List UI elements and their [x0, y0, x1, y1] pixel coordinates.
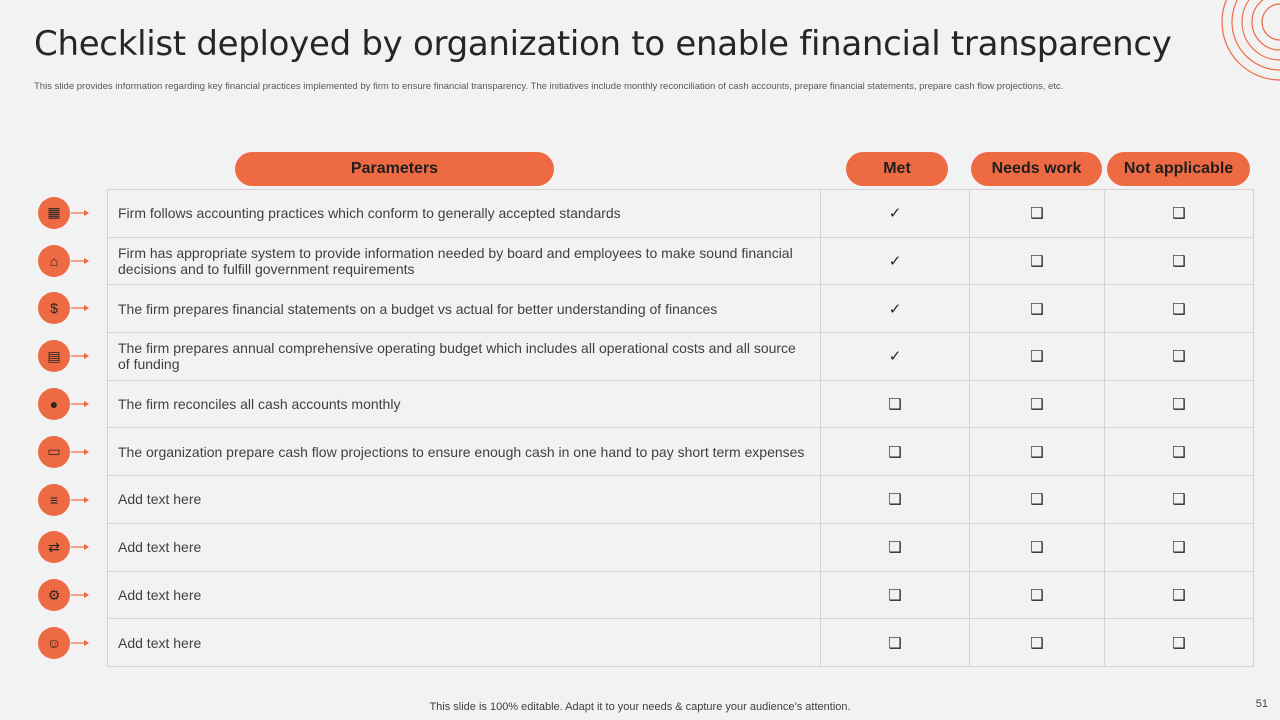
- met-cell[interactable]: ✓: [821, 285, 970, 333]
- needs-work-cell[interactable]: ❑: [970, 619, 1105, 667]
- needs-work-cell[interactable]: ❑: [970, 476, 1105, 524]
- parameter-text: Firm has appropriate system to provide information needed by board and employees to make sound financial decisions and to fulfill government requirements: [108, 237, 821, 285]
- arrow-right-icon: [71, 304, 89, 312]
- not-applicable-cell[interactable]: ❑: [1105, 237, 1254, 285]
- not-applicable-cell[interactable]: ❑: [1105, 428, 1254, 476]
- needs-work-cell[interactable]: ❑: [970, 333, 1105, 381]
- met-cell[interactable]: ❑: [821, 523, 970, 571]
- table-row: [108, 571, 1254, 619]
- not-applicable-cell[interactable]: ❑: [1105, 285, 1254, 333]
- needs-work-cell[interactable]: ❑: [970, 523, 1105, 571]
- table-row: [108, 476, 1254, 524]
- needs-work-cell[interactable]: ❑: [970, 380, 1105, 428]
- slide-title: Checklist deployed by organization to enable financial transparency: [34, 24, 1172, 64]
- parameters-header: Parameters: [235, 152, 554, 186]
- table-row: [108, 523, 1254, 571]
- needs-work-cell[interactable]: ❑: [970, 571, 1105, 619]
- not-applicable-cell[interactable]: ❑: [1105, 476, 1254, 524]
- parameter-text: Add text here: [108, 571, 821, 619]
- row-icon: [38, 476, 98, 524]
- not-applicable-cell[interactable]: ❑: [1105, 523, 1254, 571]
- cash-icon: ▭: [38, 436, 70, 468]
- parameter-text: The firm reconciles all cash accounts monthly: [108, 380, 821, 428]
- budget-report-icon: ▤: [38, 340, 70, 372]
- row-icon: [38, 428, 98, 476]
- parameter-text: The firm prepares annual comprehensive operating budget which includes all operational costs and all source of funding: [108, 333, 821, 381]
- parameter-text: The organization prepare cash flow projections to ensure enough cash in one hand to pay short term expenses: [108, 428, 821, 476]
- coins-hand-icon: ●: [38, 388, 70, 420]
- arrow-right-icon: [71, 400, 89, 408]
- table-row: [108, 428, 1254, 476]
- parameter-text: The firm prepares financial statements on a budget vs actual for better understanding of finances: [108, 285, 821, 333]
- met-cell[interactable]: ❑: [821, 619, 970, 667]
- money-exchange-icon: ⇄: [38, 531, 70, 563]
- footer-note: This slide is 100% editable. Adapt it to your needs & capture your audience’s attention.: [429, 701, 851, 713]
- arrow-right-icon: [71, 257, 89, 265]
- needs-work-cell[interactable]: ❑: [970, 190, 1105, 238]
- needs-work-cell[interactable]: ❑: [970, 428, 1105, 476]
- concentric-circles-decoration: [1208, 0, 1280, 82]
- arrow-right-icon: [71, 591, 89, 599]
- table-row: [108, 380, 1254, 428]
- not-applicable-cell[interactable]: ❑: [1105, 380, 1254, 428]
- not-applicable-cell[interactable]: ❑: [1105, 619, 1254, 667]
- met-cell[interactable]: ✓: [821, 190, 970, 238]
- met-cell[interactable]: ❑: [821, 380, 970, 428]
- row-icons-column: [38, 189, 98, 667]
- needs-work-cell[interactable]: ❑: [970, 237, 1105, 285]
- team-icon: ☺: [38, 627, 70, 659]
- row-icon: [38, 380, 98, 428]
- arrow-right-icon: [71, 639, 89, 647]
- met-cell[interactable]: ✓: [821, 237, 970, 285]
- met-cell[interactable]: ❑: [821, 571, 970, 619]
- row-icon: [38, 524, 98, 572]
- row-icon: [38, 189, 98, 237]
- arrow-right-icon: [71, 352, 89, 360]
- table-row: [108, 619, 1254, 667]
- calculator-icon: ▦: [38, 197, 70, 229]
- needs-work-header: Needs work: [971, 152, 1102, 186]
- table-row: [108, 237, 1254, 285]
- money-bag-icon: $: [38, 292, 70, 324]
- table-row: [108, 285, 1254, 333]
- arrow-right-icon: [71, 496, 89, 504]
- money-stack-icon: ≡: [38, 484, 70, 516]
- parameter-text: Add text here: [108, 523, 821, 571]
- needs-work-cell[interactable]: ❑: [970, 285, 1105, 333]
- parameter-text: Add text here: [108, 476, 821, 524]
- not-applicable-cell[interactable]: ❑: [1105, 190, 1254, 238]
- bank-icon: ⌂: [38, 245, 70, 277]
- met-cell[interactable]: ✓: [821, 333, 970, 381]
- checklist-table: [107, 189, 1254, 667]
- not-applicable-cell[interactable]: ❑: [1105, 333, 1254, 381]
- parameter-text: Firm follows accounting practices which conform to generally accepted standards: [108, 190, 821, 238]
- row-icon: [38, 285, 98, 333]
- row-icon: [38, 571, 98, 619]
- arrow-right-icon: [71, 448, 89, 456]
- table-row: [108, 190, 1254, 238]
- row-icon: [38, 619, 98, 667]
- not-applicable-cell[interactable]: ❑: [1105, 571, 1254, 619]
- page-number: 51: [1255, 698, 1268, 710]
- arrow-right-icon: [71, 209, 89, 217]
- table-row: [108, 333, 1254, 381]
- met-cell[interactable]: ❑: [821, 476, 970, 524]
- met-cell[interactable]: ❑: [821, 428, 970, 476]
- not-applicable-header: Not applicable: [1107, 152, 1250, 186]
- parameter-text: Add text here: [108, 619, 821, 667]
- arrow-right-icon: [71, 543, 89, 551]
- met-header: Met: [846, 152, 948, 186]
- slide-subtitle: This slide provides information regarding key financial practices implemented by firm to ensure financial transparency. The initiatives include monthly reconciliation of cash accounts, prepare financial statements, prepare cash flow projections, etc.: [34, 81, 1064, 92]
- row-icon: [38, 237, 98, 285]
- dollar-gear-icon: ⚙: [38, 579, 70, 611]
- row-icon: [38, 332, 98, 380]
